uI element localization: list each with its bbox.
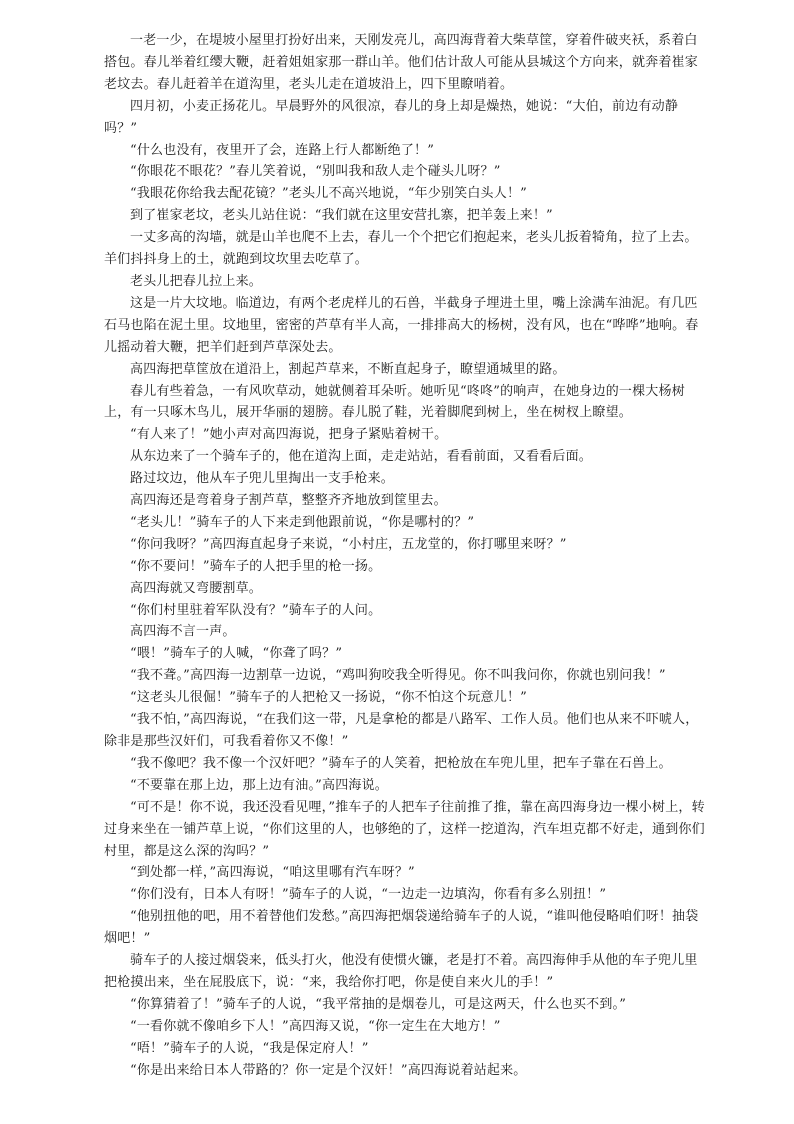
paragraph: “你算猜着了！”骑车子的人说，“我平常抽的是烟卷儿，可是这两天，什么也买不到。” [130, 996, 627, 1012]
paragraph: 高四海还是弯着身子割芦草，整整齐齐地放到筐里去。 [130, 493, 447, 509]
paragraph: 高四海就又弯腰割草。 [130, 580, 263, 596]
paragraph: “我眼花你给我去配花镜？”老头儿不高兴地说，“年少别笑白头人！” [130, 186, 527, 202]
paragraph: “什么也没有，夜里开了会，连路上行人都断绝了！” [130, 142, 435, 158]
paragraph: “有人来了！”她小声对高四海说，把身子紧贴着树干。 [130, 427, 448, 443]
paragraph: 春儿有些着急，一有风吹草动，她就侧着耳朵听。她听见“咚咚”的响声，在她身边的一棵大杨树上，有一只啄木鸟儿，展开华丽的翅膀。春儿脱了鞋，光着脚爬到树上，坐在树杈上瞭望。 [104, 383, 685, 421]
paragraph: “不要靠在那上边，那上边有油。”高四海说。 [130, 777, 388, 793]
paragraph: “你们没有，日本人有呀！”骑车子的人说，“一边走一边填沟，你看有多么别扭！” [130, 887, 607, 903]
paragraph: 一老一少，在堤坡小屋里打扮好出来，天刚发亮儿，高四海背着大柴草筐，穿着件破夹袄，系着白搭包。春儿举着红缨大鞭，赶着姐姐家那一群山羊。他们估计敌人可能从县城这个方向来，就奔着崔家老坟去。春儿赶着羊在道沟里，老头儿走在道坡沿上，四下里瞭哨着。 [104, 33, 699, 92]
paragraph: “你是出来给日本人带路的？你一定是个汉奸！”高四海说着站起来。 [130, 1062, 527, 1078]
paragraph: “他别扭他的吧，用不着替他们发愁。”高四海把烟袋递给骑车子的人说，“谁叫他侵略咱们呀！抽袋烟吧！” [104, 909, 699, 947]
document-page [104, 30, 706, 1082]
paragraph: 这是一片大坟地。临道边，有两个老虎样儿的石兽，半截身子埋进土里，嘴上涂满车油泥。有几匹石马也陷在泥土里。坟地里，密密的芦草有半人高，一排排高大的杨树，没有风，也在“哗哗”地响。春儿摇动着大鞭，把羊们赶到芦草深处去。 [104, 295, 699, 355]
paragraph: “唔！”骑车子的人说，“我是保定府人！” [130, 1040, 369, 1056]
paragraph: “我不怕，”高四海说，“在我们这一带，凡是拿枪的都是八路军、工作人员。他们也从来不吓唬人，除非是那些汉奸们，可我看着你又不像！” [104, 712, 699, 749]
paragraph: “我不像吧？我不像一个汉奸吧？”骑车子的人笑着，把枪放在车兜儿里，把车子靠在石兽上。 [130, 755, 672, 771]
paragraph: “我不聋。”高四海一边割草一边说，“鸡叫狗咬我全听得见。你不叫我问你，你就也别问我！” [130, 668, 666, 684]
paragraph: “一看你就不像咱乡下人！”高四海又说，“你一定生在大地方！” [130, 1018, 501, 1034]
paragraph: “你们村里驻着军队没有？”骑车子的人问。 [130, 602, 382, 618]
paragraph: “喂！”骑车子的人喊，“你聋了吗？” [130, 646, 343, 662]
paragraph: “你眼花不眼花？”春儿笑着说，“别叫我和敌人走个碰头儿呀？” [130, 164, 501, 180]
paragraph: 到了崔家老坟，老头儿站住说：“我们就在这里安营扎寨，把羊轰上来！” [130, 208, 553, 224]
paragraph: 路过坟边，他从车子兜儿里掏出一支手枪来。 [130, 471, 395, 487]
paragraph: “你问我呀？”高四海直起身子来说，“小村庄，五龙堂的，你打哪里来呀？” [130, 536, 567, 552]
paragraph: 高四海不言一声。 [130, 624, 236, 640]
paragraph: 骑车子的人接过烟袋来，低头打火，他没有使惯火镰，老是打不着。高四海伸手从他的车子兜儿里把枪摸出来，坐在屁股底下，说：“来，我给你打吧，你是使自来火儿的手！” [104, 953, 698, 990]
paragraph: 四月初，小麦正扬花儿。早晨野外的风很凉，春儿的身上却是燥热，她说：“大伯，前边有动静吗？” [104, 98, 679, 136]
paragraph: “可不是！你不说，我还没看见哩，”推车子的人把车子往前推了推，靠在高四海身边一棵小树上，转过身来坐在一铺芦草上说，“你们这里的人，也够绝的了，这样一挖道沟，汽车坦克都不好走，通到你们村里，都是这么深的沟吗？” [104, 799, 705, 859]
paragraph: “你不要问！”骑车子的人把手里的枪一扬。 [130, 558, 382, 574]
paragraph: 高四海把草筐放在道沿上，割起芦草来，不断直起身子，瞭望通城里的路。 [130, 361, 566, 377]
paragraph: “老头儿！”骑车子的人下来走到他跟前说，“你是哪村的？” [130, 514, 475, 530]
paragraph: 从东边来了一个骑车子的，他在道沟上面，走走站站，看看前面，又看看后面。 [130, 449, 593, 465]
paragraph: 老头儿把春儿拉上来。 [130, 273, 263, 289]
paragraph: “这老头儿很倔！”骑车子的人把枪又一扬说，“你不怕这个玩意儿！” [130, 690, 527, 706]
paragraph: 一丈多高的沟墙，就是山羊也爬不上去，春儿一个个把它们抱起来，老头儿扳着犄角，拉了上去。羊们抖抖身上的土，就跑到坟坎里去吃草了。 [104, 230, 698, 268]
paragraph: “到处都一样，”高四海说，“咱这里哪有汽车呀？” [130, 865, 415, 881]
